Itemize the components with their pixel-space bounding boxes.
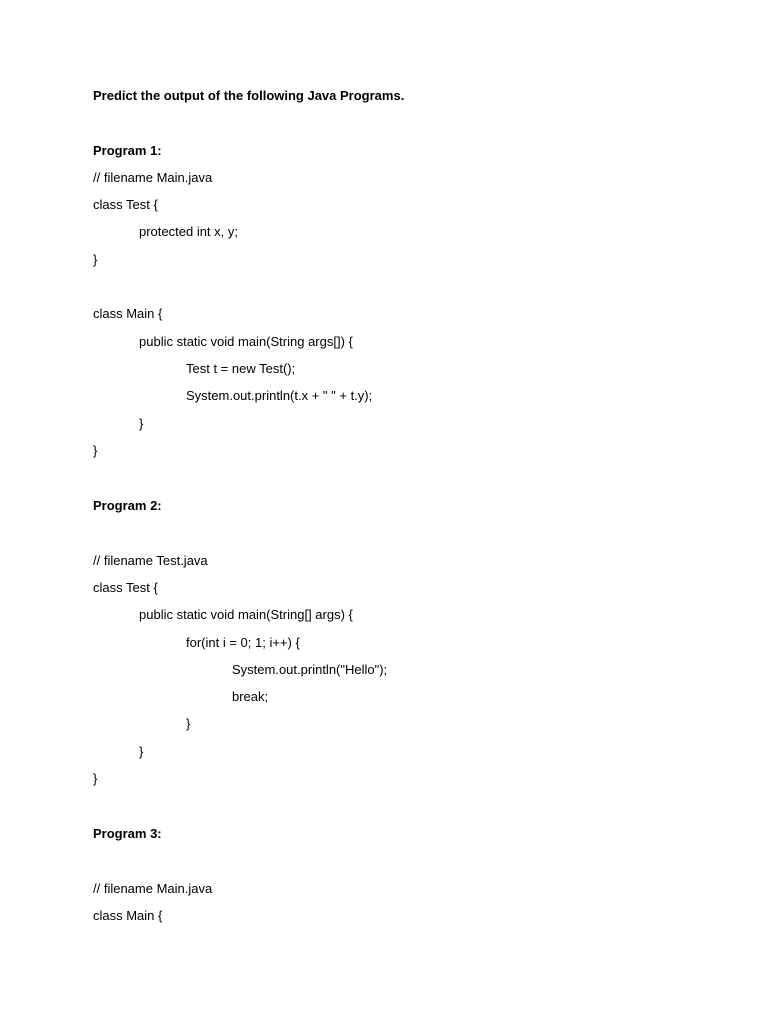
- program-3-title: Program 3:: [93, 826, 162, 841]
- code-line: System.out.println("Hello");: [232, 662, 388, 677]
- program-1-title: Program 1:: [93, 143, 162, 158]
- code-line: protected int x, y;: [139, 224, 238, 239]
- code-line: }: [93, 771, 98, 786]
- code-line: class Test {: [93, 580, 158, 595]
- code-line: class Main {: [93, 306, 163, 321]
- code-line: }: [186, 716, 191, 731]
- code-line: // filename Main.java: [93, 170, 213, 185]
- code-line: for(int i = 0; 1; i++) {: [186, 635, 300, 650]
- code-line: }: [139, 744, 144, 759]
- code-line: // filename Test.java: [93, 553, 208, 568]
- document-heading: Predict the output of the following Java Programs.: [93, 88, 405, 103]
- code-line: public static void main(String[] args) {: [139, 607, 353, 622]
- code-line: System.out.println(t.x + " " + t.y);: [186, 388, 373, 403]
- program-2-title: Program 2:: [93, 498, 162, 513]
- code-line: public static void main(String args[]) {: [139, 334, 353, 349]
- code-line: }: [139, 416, 144, 431]
- code-line: Test t = new Test();: [186, 361, 296, 376]
- code-line: // filename Main.java: [93, 881, 213, 896]
- code-line: }: [93, 443, 98, 458]
- code-line: break;: [232, 689, 269, 704]
- code-line: }: [93, 252, 98, 267]
- code-line: class Main {: [93, 908, 163, 923]
- code-line: class Test {: [93, 197, 158, 212]
